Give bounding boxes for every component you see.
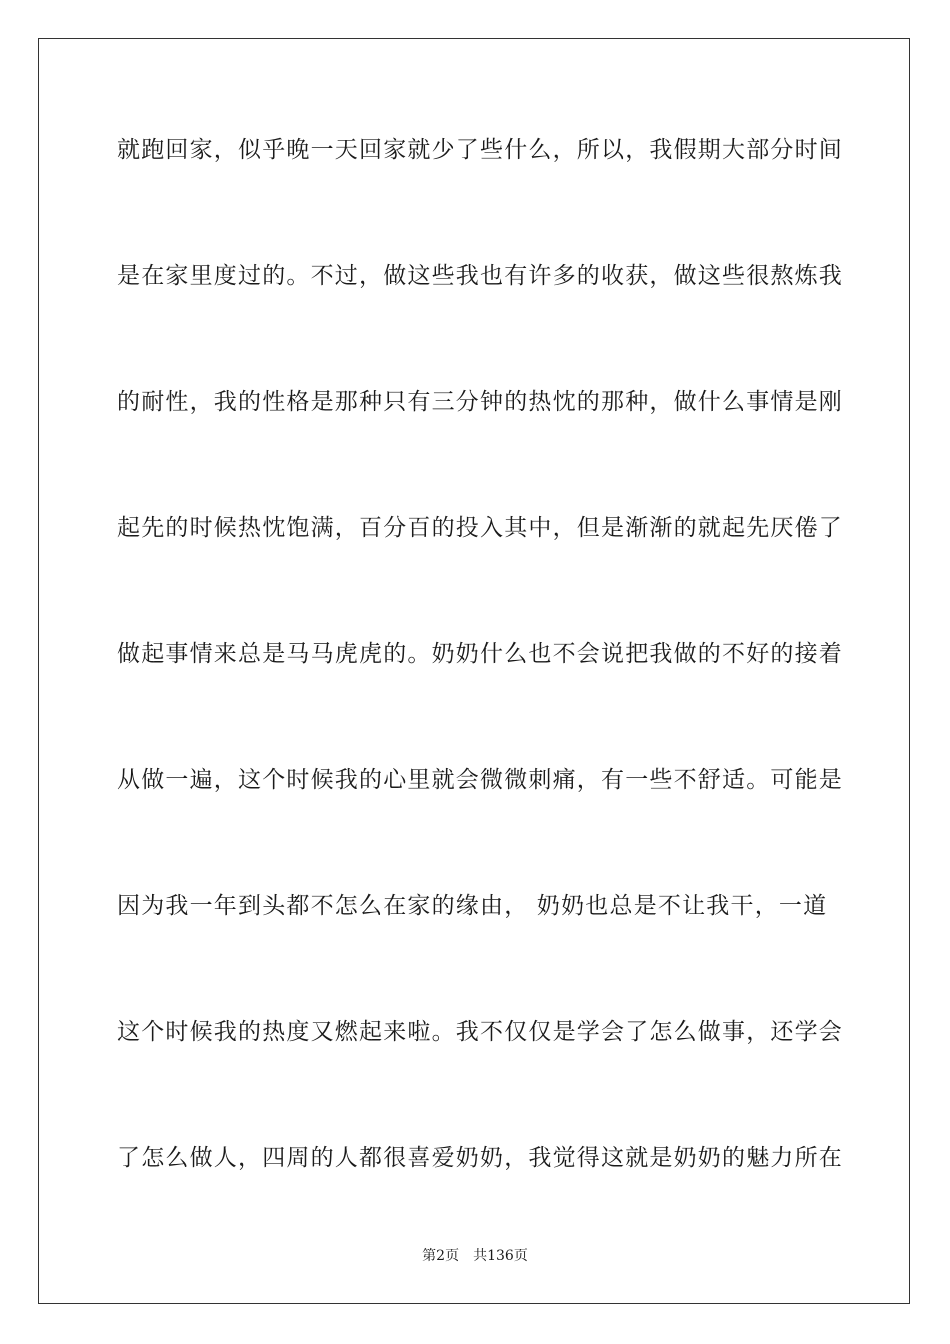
total-page-count: 共136页 — [473, 1248, 528, 1264]
text-line: 起先的时候热忱饱满，百分百的投入其中，但是渐渐的就起先厌倦了 — [117, 515, 843, 541]
document-body — [117, 120, 843, 1254]
text-line: 从做一遍，这个时候我的心里就会微微刺痛，有一些不舒适。可能是 — [117, 767, 843, 793]
text-line: 就跑回家，似乎晚一天回家就少了些什么，所以，我假期大部分时间 — [117, 137, 843, 163]
text-line: 因为我一年到头都不怎么在家的缘由， 奶奶也总是不让我干，一道 — [117, 893, 828, 919]
text-line: 做起事情来总是马马虎虎的。奶奶什么也不会说把我做的不好的接着 — [117, 641, 843, 667]
text-line: 是在家里度过的。不过，做这些我也有许多的收获，做这些很熬炼我 — [117, 263, 843, 289]
page-footer — [0, 1246, 950, 1266]
text-line: 了怎么做人，四周的人都很喜爱奶奶，我觉得这就是奶奶的魅力所在 — [117, 1145, 843, 1171]
text-line: 的耐性，我的性格是那种只有三分钟的热忱的那种，做什么事情是刚 — [117, 389, 843, 415]
text-line: 这个时候我的热度又燃起来啦。我不仅仅是学会了怎么做事，还学会 — [117, 1019, 843, 1045]
current-page-number: 第2页 — [422, 1248, 460, 1264]
